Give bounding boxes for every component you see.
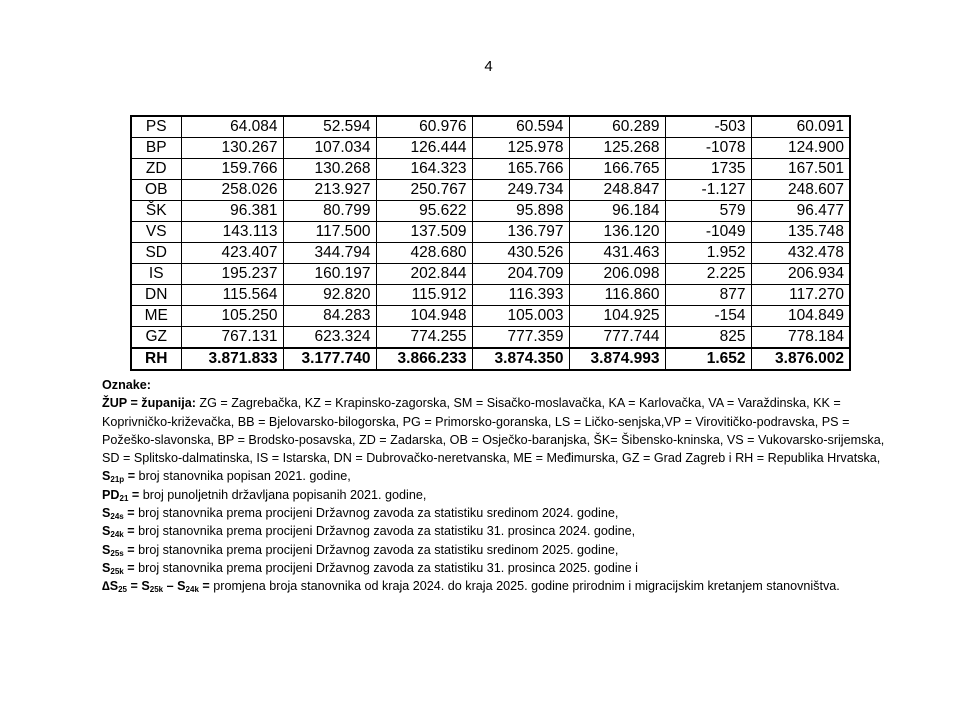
value-cell: 96.381	[181, 201, 283, 222]
value-cell: 428.680	[376, 243, 472, 264]
value-cell: 777.359	[472, 327, 569, 349]
definition-subscript: 25s	[110, 548, 124, 558]
county-code-cell: PS	[131, 116, 181, 138]
table-row	[131, 201, 850, 222]
legend-definition-line	[102, 486, 892, 504]
definition-text: broj stanovnika prema procijeni Državnog zavoda za statistiku sredinom 2024. godine,	[134, 506, 619, 521]
table-row	[131, 243, 850, 264]
value-cell: 126.444	[376, 138, 472, 159]
value-cell: 344.794	[283, 243, 376, 264]
county-code-cell: ME	[131, 306, 181, 327]
value-cell: 104.849	[751, 306, 850, 327]
value-cell: 130.268	[283, 159, 376, 180]
value-cell: 778.184	[751, 327, 850, 349]
value-cell: 777.744	[569, 327, 665, 349]
delta-sub-2: 25k	[149, 585, 164, 595]
table-row	[131, 327, 850, 349]
county-code-cell: ŠK	[131, 201, 181, 222]
value-cell: 3.177.740	[283, 348, 376, 370]
table-row	[131, 116, 850, 138]
table-row	[131, 138, 850, 159]
value-cell: 160.197	[283, 264, 376, 285]
value-cell: 213.927	[283, 180, 376, 201]
delta-mid: = S	[127, 579, 150, 594]
table-body	[131, 116, 850, 370]
delta-sub: 25	[118, 585, 128, 595]
definition-subscript: 25k	[110, 566, 124, 576]
delta-minus: – S	[163, 579, 186, 594]
table-row	[131, 222, 850, 243]
definition-symbol: PD	[102, 487, 120, 502]
value-cell: 64.084	[181, 116, 283, 138]
county-code-cell: IS	[131, 264, 181, 285]
value-cell: 136.797	[472, 222, 569, 243]
value-cell: 115.564	[181, 285, 283, 306]
definition-symbol: S	[102, 560, 111, 575]
value-cell: 124.900	[751, 138, 850, 159]
value-cell: 166.765	[569, 159, 665, 180]
delta-text: promjena broja stanovnika od kraja 2024. do kraja 2025. godine prirodnim i migracijskim kretanjem stanovništva.	[209, 579, 840, 594]
value-cell: 1735	[665, 159, 751, 180]
county-code-cell: OB	[131, 180, 181, 201]
county-code-cell: RH	[131, 348, 181, 370]
value-cell: 125.268	[569, 138, 665, 159]
value-cell: 825	[665, 327, 751, 349]
value-cell: 52.594	[283, 116, 376, 138]
value-cell: 84.283	[283, 306, 376, 327]
value-cell: -1078	[665, 138, 751, 159]
value-cell: 92.820	[283, 285, 376, 306]
value-cell: 115.912	[376, 285, 472, 306]
table-total-row	[131, 348, 850, 370]
value-cell: 117.270	[751, 285, 850, 306]
table-row	[131, 264, 850, 285]
value-cell: 258.026	[181, 180, 283, 201]
value-cell: 95.898	[472, 201, 569, 222]
definition-text: broj stanovnika prema procijeni Državnog zavoda za statistiku 31. prosinca 2025. godine i	[134, 560, 638, 575]
value-cell: 877	[665, 285, 751, 306]
table-row	[131, 285, 850, 306]
county-code-cell: ZD	[131, 159, 181, 180]
value-cell: 432.478	[751, 243, 850, 264]
value-cell: 202.844	[376, 264, 472, 285]
value-cell: 60.289	[569, 116, 665, 138]
value-cell: 117.500	[283, 222, 376, 243]
county-code-cell: DN	[131, 285, 181, 306]
value-cell: 60.091	[751, 116, 850, 138]
value-cell: 130.267	[181, 138, 283, 159]
value-cell: 80.799	[283, 201, 376, 222]
definition-symbol: S	[102, 506, 111, 521]
legend-definition-line	[102, 541, 892, 559]
definition-equals: =	[123, 524, 135, 539]
definition-text: broj punoljetnih državljana popisanih 2021. godine,	[139, 487, 427, 502]
value-cell: 206.934	[751, 264, 850, 285]
legend-title: Oznake:	[102, 378, 151, 392]
value-cell: 167.501	[751, 159, 850, 180]
legend-definition-line	[102, 504, 892, 522]
value-cell: 159.766	[181, 159, 283, 180]
value-cell: 165.766	[472, 159, 569, 180]
population-table	[130, 115, 851, 371]
county-code-cell: VS	[131, 222, 181, 243]
value-cell: -503	[665, 116, 751, 138]
definition-subscript: 24k	[110, 530, 124, 540]
value-cell: 137.509	[376, 222, 472, 243]
definition-subscript: 21p	[110, 475, 125, 485]
delta-eq: =	[198, 579, 210, 594]
definition-equals: =	[128, 487, 140, 502]
legend-definition-line	[102, 467, 892, 485]
value-cell: 3.871.833	[181, 348, 283, 370]
delta-sub-3: 24k	[185, 585, 199, 595]
value-cell: 105.250	[181, 306, 283, 327]
value-cell: 204.709	[472, 264, 569, 285]
value-cell: -1049	[665, 222, 751, 243]
value-cell: 105.003	[472, 306, 569, 327]
value-cell: -1.127	[665, 180, 751, 201]
legend-delta-definition	[102, 577, 892, 595]
legend-definition-line	[102, 522, 892, 540]
delta-symbol: ∆S	[102, 579, 119, 594]
value-cell: 1.652	[665, 348, 751, 370]
definition-text: broj stanovnika popisan 2021. godine,	[135, 469, 351, 484]
value-cell: 116.860	[569, 285, 665, 306]
value-cell: 104.925	[569, 306, 665, 327]
value-cell: 135.748	[751, 222, 850, 243]
value-cell: 95.622	[376, 201, 472, 222]
legend-county-definitions	[102, 394, 892, 467]
value-cell: 1.952	[665, 243, 751, 264]
value-cell: 96.477	[751, 201, 850, 222]
definition-text: broj stanovnika prema procijeni Državnog zavoda za statistiku sredinom 2025. godine,	[134, 542, 619, 557]
value-cell: 579	[665, 201, 751, 222]
value-cell: 423.407	[181, 243, 283, 264]
value-cell: 104.948	[376, 306, 472, 327]
value-cell: 60.976	[376, 116, 472, 138]
definition-subscript: 24s	[110, 512, 124, 522]
value-cell: 125.978	[472, 138, 569, 159]
definition-text: broj stanovnika prema procijeni Državnog zavoda za statistiku 31. prosinca 2024. godine,	[134, 524, 636, 539]
legend-symbol-definitions	[102, 467, 892, 577]
legend-county-label: ŽUP = županija:	[102, 396, 196, 411]
definition-subscript: 21	[119, 493, 129, 503]
definition-symbol: S	[102, 524, 111, 539]
definition-symbol: S	[102, 469, 111, 484]
value-cell: 431.463	[569, 243, 665, 264]
page-number: 4	[484, 58, 493, 75]
value-cell: 430.526	[472, 243, 569, 264]
value-cell: 60.594	[472, 116, 569, 138]
value-cell: 249.734	[472, 180, 569, 201]
definition-equals: =	[123, 506, 135, 521]
value-cell: 96.184	[569, 201, 665, 222]
value-cell: 195.237	[181, 264, 283, 285]
value-cell: -154	[665, 306, 751, 327]
value-cell: 143.113	[181, 222, 283, 243]
value-cell: 116.393	[472, 285, 569, 306]
legend-county-text: ZG = Zagrebačka, KZ = Krapinsko-zagorska, SM = Sisačko-moslavačka, KA = Karlovačka, VA = Varaždinska, KK = Koprivničko-križevačka, BB = Bjelovarsko-bilogorska, PG = Primorsko-goranska, LS = Ličko-senjska,VP = Virovitičko-podravska, PS = Požeško-slavonska, BP = Brodsko-posavska, ZD = Zadarska, OB = Osječko-baranjska, ŠK= Šibensko-kninska, VS = Vukovarsko-srijemska, SD = Splitsko-dalmatinska, IS = Istarska, DN = Dubrovačko-neretvanska, ME = Međimurska, GZ = Grad Zagreb i RH = Republika Hrvatska,	[102, 396, 885, 466]
definition-equals: =	[124, 469, 136, 484]
value-cell: 2.225	[665, 264, 751, 285]
definition-equals: =	[123, 560, 135, 575]
value-cell: 767.131	[181, 327, 283, 349]
value-cell: 136.120	[569, 222, 665, 243]
value-cell: 107.034	[283, 138, 376, 159]
legend-definition-line	[102, 559, 892, 577]
value-cell: 250.767	[376, 180, 472, 201]
value-cell: 206.098	[569, 264, 665, 285]
county-code-cell: SD	[131, 243, 181, 264]
legend	[102, 376, 892, 596]
value-cell: 3.874.350	[472, 348, 569, 370]
county-code-cell: GZ	[131, 327, 181, 349]
definition-symbol: S	[102, 542, 111, 557]
table-row	[131, 306, 850, 327]
definition-equals: =	[123, 542, 135, 557]
value-cell: 3.876.002	[751, 348, 850, 370]
table-row	[131, 180, 850, 201]
value-cell: 3.874.993	[569, 348, 665, 370]
value-cell: 623.324	[283, 327, 376, 349]
value-cell: 3.866.233	[376, 348, 472, 370]
table-row	[131, 159, 850, 180]
value-cell: 248.847	[569, 180, 665, 201]
value-cell: 164.323	[376, 159, 472, 180]
value-cell: 774.255	[376, 327, 472, 349]
county-code-cell: BP	[131, 138, 181, 159]
value-cell: 248.607	[751, 180, 850, 201]
